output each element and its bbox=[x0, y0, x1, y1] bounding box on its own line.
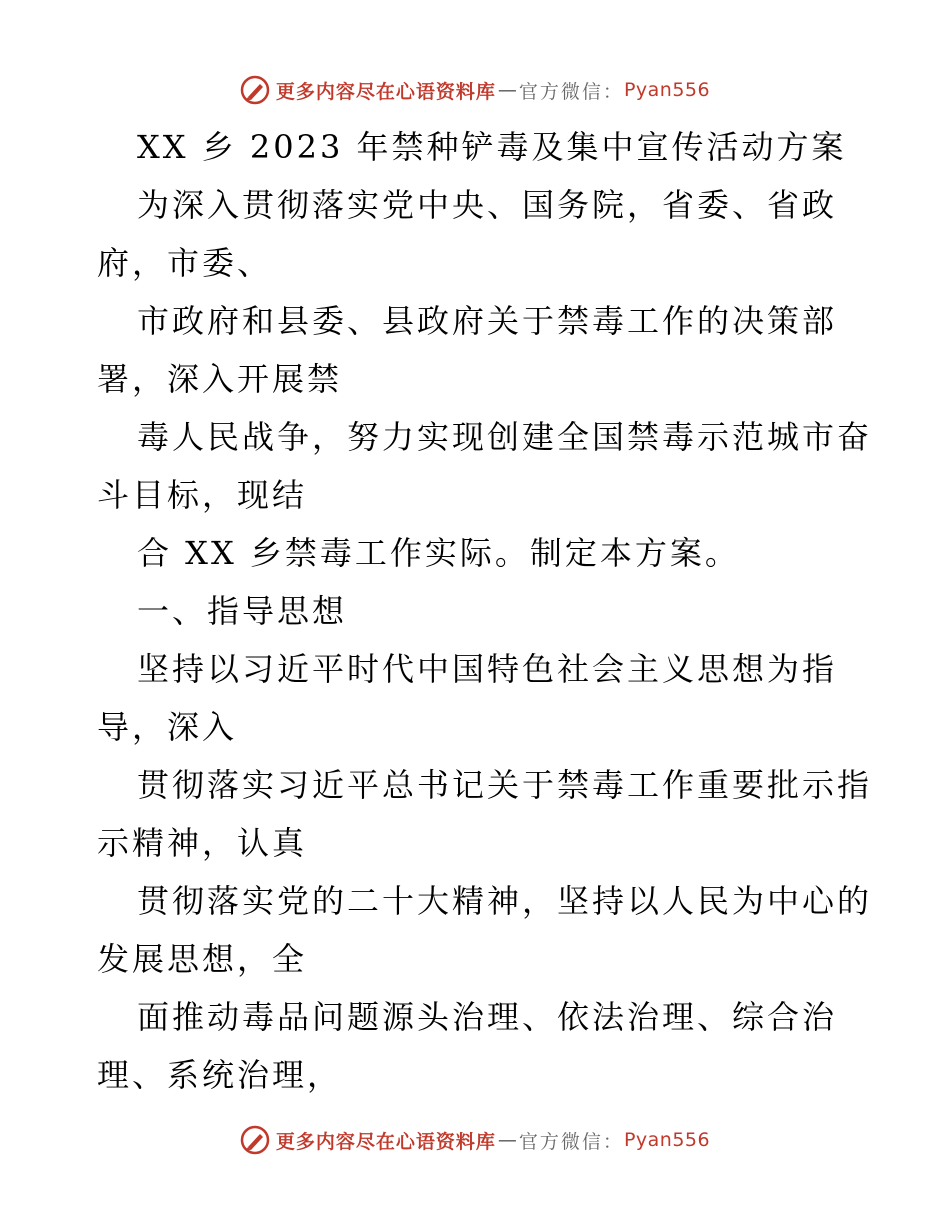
paragraph-line: 为深入贯彻落实党中央、国务院，省委、省政 bbox=[137, 186, 838, 224]
document-title: XX 乡 2023 年禁种铲毒及集中宣传活动方案 bbox=[137, 128, 847, 166]
document-body bbox=[97, 118, 873, 1104]
paragraph-line: 坚持以习近平时代中国特色社会主义思想为指 bbox=[137, 650, 838, 688]
paragraph-line: 贯彻落实党的二十大精神，坚持以人民为中心的 bbox=[137, 882, 873, 920]
pen-logo-icon bbox=[240, 1125, 270, 1155]
watermark-separator: — bbox=[497, 79, 517, 101]
paragraph-line: 贯彻落实习近平总书记关于禁毒工作重要批示指 bbox=[137, 766, 873, 804]
watermark-wechat-label: 官方微信： bbox=[518, 1130, 624, 1153]
watermark-main-text: 更多内容尽在心语资料库 bbox=[275, 1130, 496, 1153]
pen-logo-icon bbox=[240, 75, 270, 105]
watermark-wechat-label: 官方微信： bbox=[518, 80, 624, 103]
footer-watermark bbox=[0, 1123, 950, 1157]
watermark-wechat-id: Pyan556 bbox=[623, 1129, 711, 1151]
paragraph-line: 面推动毒品问题源头治理、依法治理、综合治 bbox=[137, 998, 838, 1036]
paragraph-line: 斗目标，现结 bbox=[97, 476, 308, 514]
paragraph-line: 合 XX 乡禁毒工作实际。制定本方案。 bbox=[137, 534, 740, 572]
watermark-main-text: 更多内容尽在心语资料库 bbox=[275, 80, 496, 103]
header-watermark bbox=[0, 73, 950, 107]
paragraph-line: 市政府和县委、县政府关于禁毒工作的决策部 bbox=[137, 302, 838, 340]
watermark-separator: — bbox=[497, 1129, 517, 1151]
section-heading: 一、指导思想 bbox=[137, 592, 348, 630]
paragraph-line: 示精神，认真 bbox=[97, 824, 308, 862]
paragraph-line: 理、系统治理， bbox=[97, 1056, 343, 1094]
paragraph-line: 署，深入开展禁 bbox=[97, 360, 343, 398]
paragraph-line: 导，深入 bbox=[97, 708, 238, 746]
paragraph-line: 毒人民战争，努力实现创建全国禁毒示范城市奋 bbox=[137, 418, 873, 456]
watermark-wechat-id: Pyan556 bbox=[623, 79, 711, 101]
paragraph-line: 府，市委、 bbox=[97, 244, 273, 282]
paragraph-line: 发展思想，全 bbox=[97, 940, 308, 978]
